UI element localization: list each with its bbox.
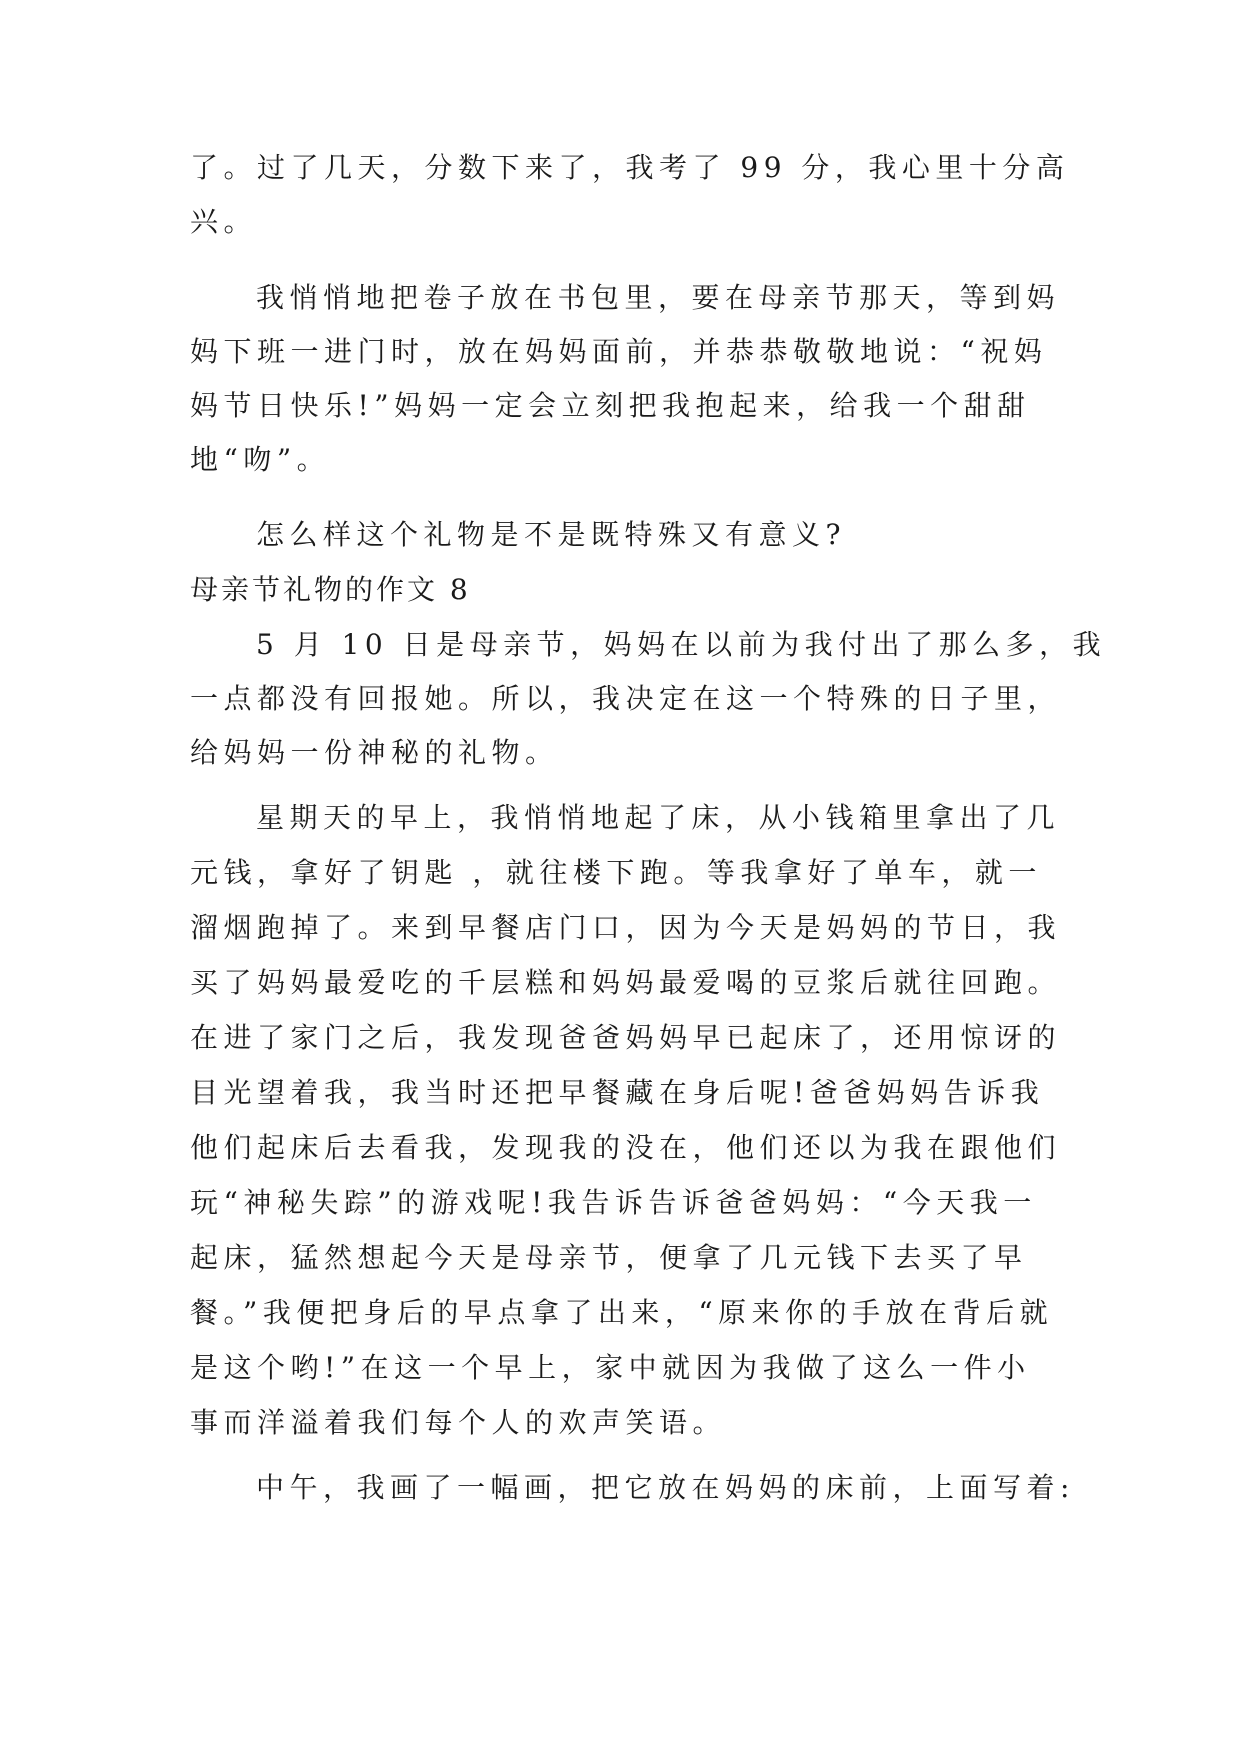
paragraph-first-line: 中午，我画了一幅画，把它放在妈妈的床前，上面写着: — [256, 1471, 1075, 1504]
paragraph-first-line: 我悄悄地把卷子放在书包里，要在母亲节那天，等到妈 — [256, 281, 1061, 314]
text-line: 起床，猛然想起今天是母亲节，便拿了几元钱下去买了早 — [190, 1241, 1028, 1274]
text-line: 他们起床后去看我，发现我的没在，他们还以为我在跟他们 — [190, 1131, 1062, 1164]
text-line: 妈节日快乐!”妈妈一定会立刻把我抱起来，给我一个甜甜 — [190, 389, 1031, 422]
text-line: 溜烟跑掉了。来到早餐店门口，因为今天是妈妈的节日，我 — [190, 911, 1062, 944]
text-line: 是这个哟!”在这一个早上，家中就因为我做了这么一件小 — [190, 1351, 1031, 1384]
text-line: 目光望着我，我当时还把早餐藏在身后呢!爸爸妈妈告诉我 — [190, 1076, 1045, 1109]
text-line: 事而洋溢着我们每个人的欢声笑语。 — [190, 1406, 727, 1439]
text-line: 玩“神秘失踪”的游戏呢!我告诉告诉爸爸妈妈：“今天我一 — [190, 1186, 1037, 1219]
section-heading: 母亲节礼物的作文 8 — [190, 573, 471, 606]
paragraph-first-line: 5 月 10 日是母亲节，妈妈在以前为我付出了那么多，我 — [256, 628, 1107, 661]
text-line: 一点都没有回报她。所以，我决定在这一个特殊的日子里， — [190, 682, 1062, 715]
text-line: 买了妈妈最爱吃的千层糕和妈妈最爱喝的豆浆后就往回跑。 — [190, 966, 1062, 999]
paragraph-first-line: 星期天的早上，我悄悄地起了床，从小钱箱里拿出了几 — [256, 801, 1061, 834]
text-line: 餐。”我便把身后的早点拿了出来，“原来你的手放在背后就 — [190, 1296, 1054, 1329]
text-line: 兴。 — [190, 205, 258, 238]
text-line: 在进了家门之后，我发现爸爸妈妈早已起床了，还用惊讶的 — [190, 1021, 1062, 1054]
text-line: 地“吻”。 — [190, 443, 331, 476]
text-line: 了。过了几天，分数下来了，我考了 99 分，我心里十分高 — [190, 151, 1070, 184]
text-line: 给妈妈一份神秘的礼物。 — [190, 736, 559, 769]
text-line: 妈下班一进门时，放在妈妈面前，并恭恭敬敬地说：“祝妈 — [190, 335, 1048, 368]
paragraph-first-line: 怎么样这个礼物是不是既特殊又有意义? — [256, 518, 847, 551]
text-line: 元钱，拿好了钥匙 ，就往楼下跑。等我拿好了单车，就一 — [190, 856, 1042, 889]
